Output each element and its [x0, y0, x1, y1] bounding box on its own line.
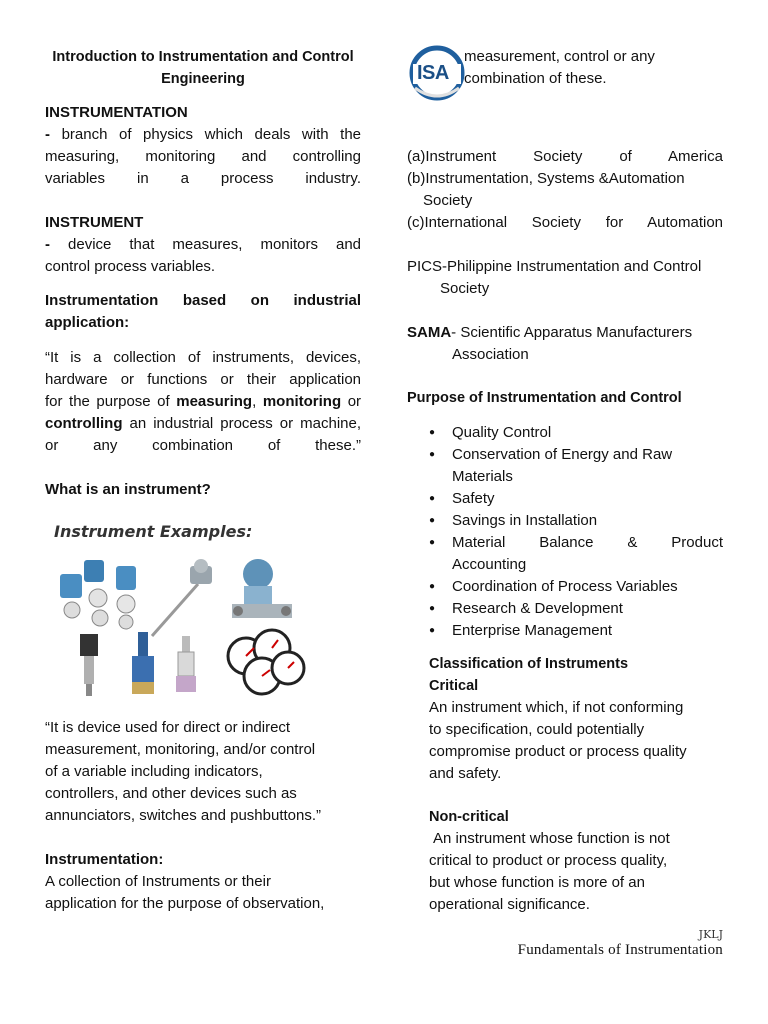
pressure-gauge-icon	[228, 630, 304, 694]
text-line: application:	[45, 314, 130, 331]
text-line: “It is device used for direct or indirect	[45, 719, 291, 736]
temperature-probe-icon	[152, 559, 212, 636]
quote-collection	[45, 347, 361, 457]
purpose-heading: Purpose of Instrumentation and Control	[407, 390, 682, 406]
instrumentation-2-heading: Instrumentation:	[45, 851, 164, 868]
isa-logo-text: ISA	[417, 62, 449, 84]
list-item-continuation	[407, 554, 723, 576]
list-item: ● Material Balance & Product	[407, 532, 723, 554]
noncritical-definition	[429, 828, 723, 916]
text-line: PICS-Philippine Instrumentation and Control	[407, 258, 702, 275]
text-line: compromise product or process quality	[429, 743, 687, 760]
noncritical-heading: Non-critical	[429, 809, 509, 825]
based-on-heading	[45, 290, 361, 334]
text-line: combination of these.	[464, 70, 607, 87]
instrument-examples-image	[48, 544, 308, 702]
instrument-examples-figure	[48, 514, 308, 702]
list-item: ● Savings in Installation	[407, 510, 723, 532]
text-line: Society	[440, 280, 490, 297]
title-line-1: Introduction to Instrumentation and Control	[52, 49, 354, 65]
relief-valve-icon	[132, 632, 196, 694]
dash: -	[45, 236, 50, 253]
pics-entry	[407, 256, 723, 300]
instrumentation-heading: INSTRUMENTATION	[45, 104, 188, 121]
text-line: but whose function is more of an	[429, 874, 645, 891]
critical-heading: Critical	[429, 678, 479, 694]
text-line: Classification of Instruments	[429, 656, 629, 672]
text: - Scientific Apparatus Manufacturers	[451, 324, 693, 341]
instrumentation-definition	[45, 124, 361, 190]
text: or	[347, 393, 362, 410]
text: for the purpose of	[45, 393, 170, 410]
text: Accounting	[452, 556, 527, 573]
pressure-transmitter-icon	[232, 559, 292, 618]
text-line: and safety.	[429, 765, 502, 782]
text-line: hardware or functions or their application	[45, 371, 361, 388]
text: an industrial process or machine,	[129, 415, 361, 432]
list-item: ● Enterprise Management	[407, 620, 723, 642]
text-line: measuring, monitoring and controlling	[45, 148, 361, 165]
classification-heading	[429, 653, 723, 697]
text: ,	[252, 393, 257, 410]
text-line: (b)Instrumentation, Systems &Automation	[407, 170, 685, 187]
footer-subtitle: Fundamentals of Instrumentation	[517, 942, 723, 958]
title-line-2: Engineering	[161, 71, 245, 87]
critical-definition	[429, 697, 723, 785]
purpose-list	[407, 422, 723, 642]
list-item: ● Quality Control	[407, 422, 723, 444]
text-line: operational significance.	[429, 896, 590, 913]
text-line: branch of physics which deals with the	[61, 126, 361, 143]
list-item: ● Safety	[407, 488, 723, 510]
instrument-definition	[45, 234, 361, 278]
text: Materials	[452, 468, 513, 485]
isa-names	[407, 146, 723, 234]
list-item-continuation	[407, 466, 723, 488]
what-is-heading: What is an instrument?	[45, 481, 211, 498]
text-line: to specification, could potentially	[429, 721, 645, 738]
transmitter-icon	[60, 560, 136, 629]
text-line: measurement, monitoring, and/or control	[45, 741, 316, 758]
quote-instrument	[45, 717, 361, 827]
text-line: Society	[423, 192, 473, 209]
isa-logo	[409, 44, 465, 102]
examples-label: Instrument Examples:	[54, 522, 253, 541]
text-line: device that measures, monitors and	[68, 236, 361, 253]
text-line: annunciators, switches and pushbuttons.”	[45, 807, 321, 824]
text-line: or any combination of these.”	[45, 437, 361, 454]
sama-bold: SAMA	[407, 324, 452, 341]
text-line: Association	[452, 346, 529, 363]
text-line: Instrumentation based on industrial	[45, 292, 361, 309]
list-item: ● Conservation of Energy and Raw	[407, 444, 723, 466]
text-line: control process variables.	[45, 258, 216, 275]
sama-entry	[407, 322, 723, 366]
text-line: An instrument which, if not conforming	[429, 699, 684, 716]
top-continued-text	[464, 46, 724, 90]
text-line: variables in a process industry.	[45, 170, 361, 187]
bold-term: controlling	[45, 415, 123, 432]
text-line: of a variable including indicators,	[45, 763, 263, 780]
bold-term: measuring	[176, 393, 253, 410]
instrument-heading: INSTRUMENT	[45, 214, 144, 231]
text-line: measurement, control or any	[464, 48, 655, 65]
instrumentation-2-text	[45, 871, 361, 915]
text-line: “It is a collection of instruments, devices,	[45, 349, 361, 366]
text-line: application for the purpose of observation,	[45, 895, 325, 912]
page-title	[45, 46, 361, 90]
dash: -	[45, 126, 50, 143]
text-line: (c)International Society for Automation	[407, 214, 723, 231]
text-line: critical to product or process quality,	[429, 852, 668, 869]
bold-term: monitoring	[262, 393, 342, 410]
text-line: An instrument whose function is not	[433, 830, 670, 847]
pressure-switch-icon	[80, 634, 98, 696]
text-line: controllers, and other devices such as	[45, 785, 297, 802]
text-line: (a)Instrument Society of America	[407, 148, 723, 165]
footer-initials: JKLJ	[698, 928, 723, 941]
text-line: A collection of Instruments or their	[45, 873, 271, 890]
list-item: ● Research & Development	[407, 598, 723, 620]
list-item: ● Coordination of Process Variables	[407, 576, 723, 598]
